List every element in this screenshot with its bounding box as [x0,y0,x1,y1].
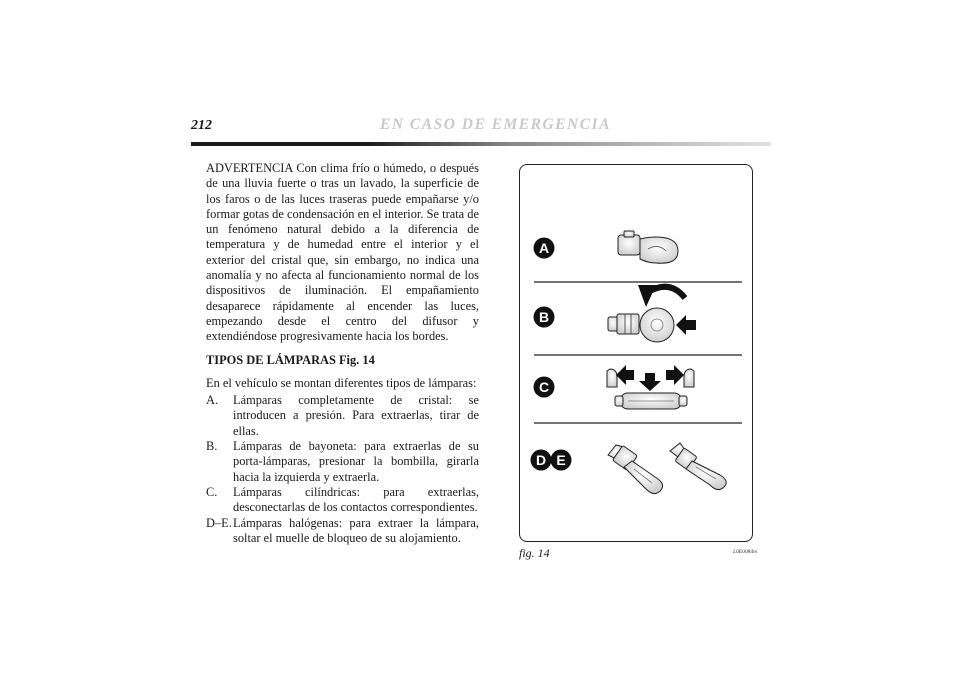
figure-code: L0E0084m [733,549,758,555]
list-item-text: Lámparas halógenas: para extraer la lámpara, soltar el muelle de bloqueo de su alojamiento. [233,515,479,545]
list-item-text: Lámparas cilíndricas: para extraerlas, desconectarlas de los contactos correspondientes. [233,484,479,515]
list-item-text: Lámparas completamente de cristal: se introducen a presión. Para extraerlas, tirar de ellas. [233,393,479,438]
label-c: C [538,379,550,395]
text-column [206,161,479,546]
list-item [206,439,479,485]
label-a-badge [534,238,555,259]
list-item [206,485,479,516]
halogen-lamp-e [670,443,726,490]
label-b-badge [534,307,555,328]
page-number: 212 [191,118,212,133]
down-arrow-icon [639,373,661,391]
label-d-badge [531,450,552,471]
rotate-left-arrow-icon [638,285,685,307]
lamp-types-heading: TIPOS DE LÁMPARAS Fig. 14 [206,352,375,367]
warning-paragraph: ADVERTENCIA Con clima frío o húmedo, o después de una lluvia fuerte o tras un lavado, la superficie de los faros o de las luces traseras puede empañarse y/o formar gotas de condensación en el interior. Se trata de un fenómeno natural debido a la diferencia de temperatura y de humedad entre el interior y el exterior del cristal que, sin embargo, no indica una anomalía y no afecta al funcionamiento normal de los dispositivos de iluminación. El empañamiento desaparece rápidamente al encender las luces, empezando desde el centro del difusor y extendiéndose progresivamente hacia los bordes. [206,161,479,344]
lamp-illustration [520,165,754,543]
figure-caption: fig. 14 [519,546,550,560]
label-a: A [538,240,550,256]
list-item-label: D–E. [206,515,232,530]
list-item-label: C. [206,484,218,499]
spread-right-arrow-icon [666,365,684,385]
label-c-badge [534,377,555,398]
list-item-label: A. [206,393,219,408]
label-e: E [556,452,566,468]
halogen-lamp-d [608,445,663,494]
push-arrow-icon [676,315,696,335]
label-b: B [538,309,550,325]
section-title: EN CASO DE EMERGENCIA [380,116,611,133]
lamp-types-intro: En el vehículo se montan diferentes tipos de lámparas: [206,375,477,390]
lamp-types-figure [519,164,753,542]
list-item [206,393,479,439]
list-item-text: Lámparas de bayoneta: para extraerlas de su porta-lámparas, presionar la bombilla, girarla hacia la izquierda y extraerla. [233,439,479,484]
list-item-label: B. [206,439,218,454]
label-d: D [535,452,547,468]
spread-left-arrow-icon [616,365,634,385]
header-rule [191,142,771,146]
glass-wedge-lamp [618,231,678,263]
bayonet-lamp [608,308,674,342]
label-e-badge [551,450,572,471]
list-item [206,516,479,547]
